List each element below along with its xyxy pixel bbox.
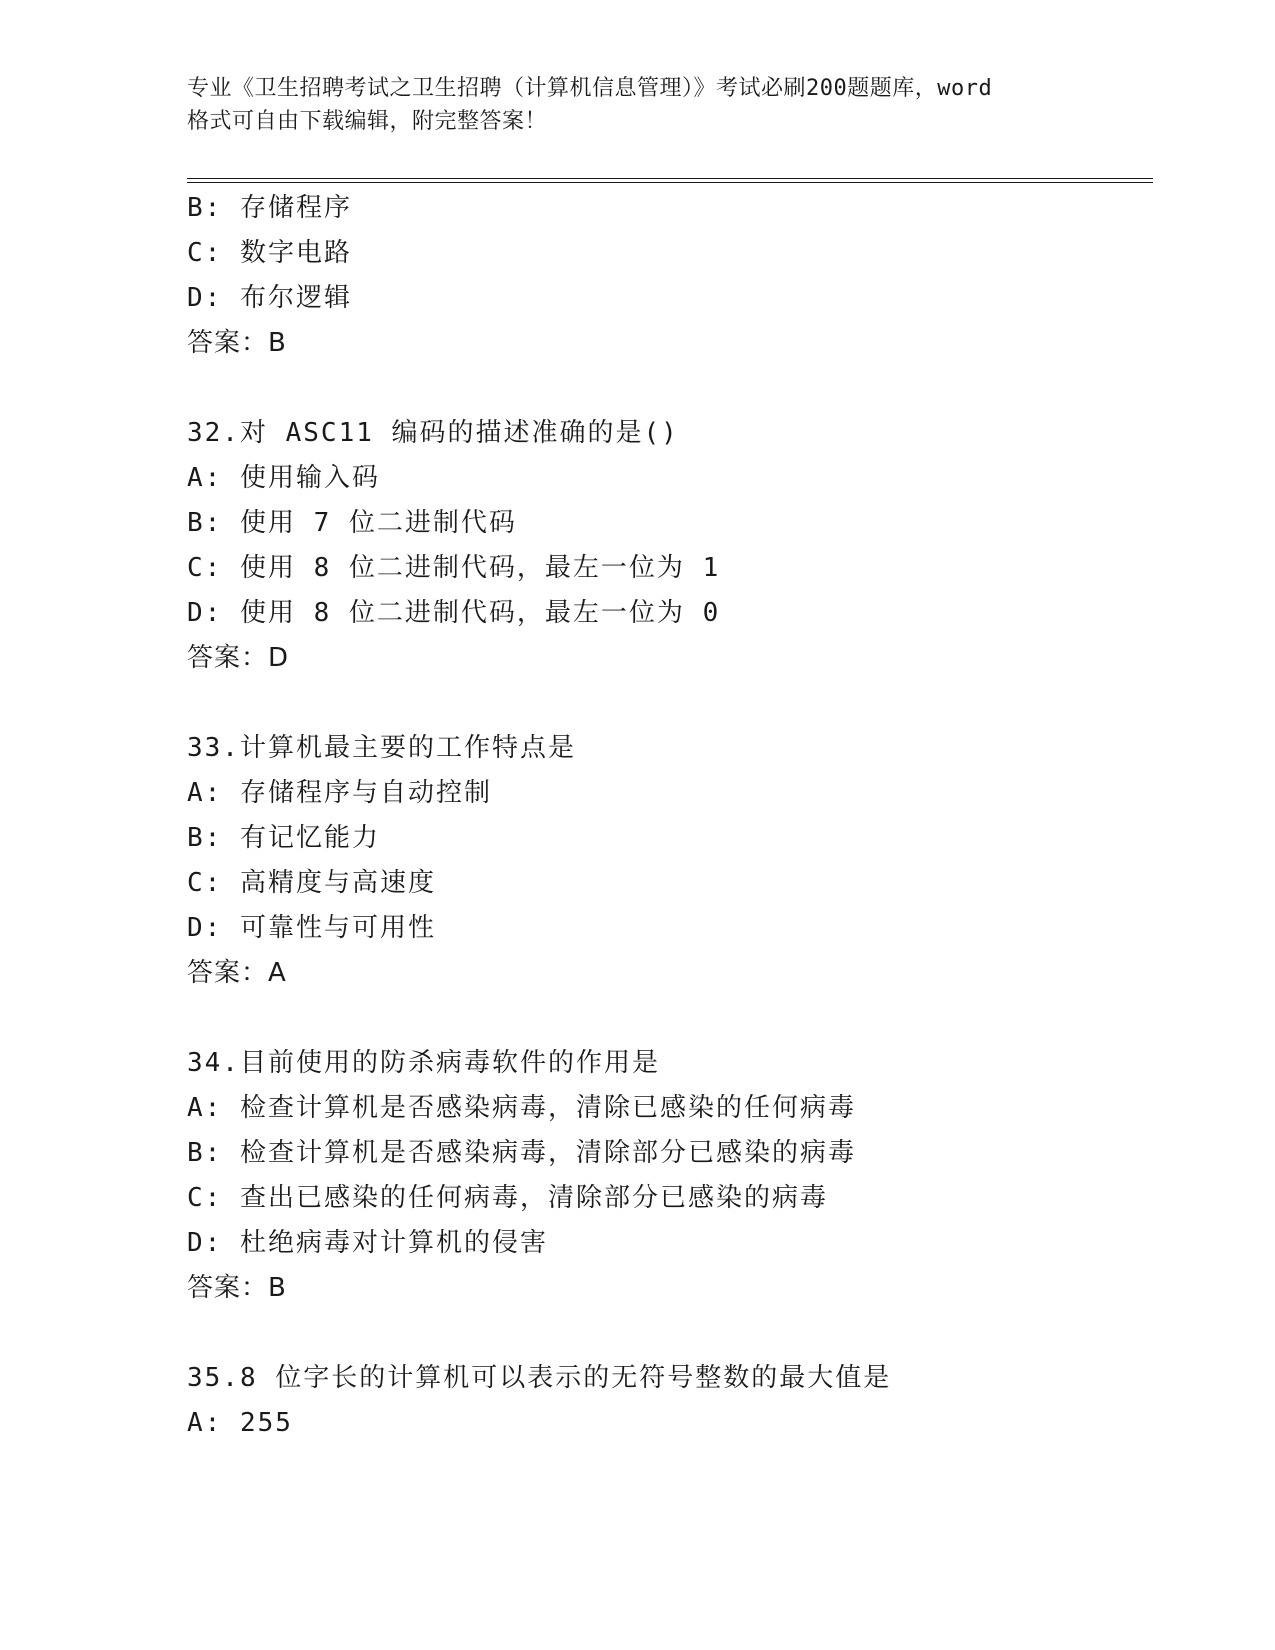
option-c: C: 数字电路 xyxy=(187,238,352,268)
option-b: B: 有记忆能力 xyxy=(187,823,380,853)
option-b: B: 检查计算机是否感染病毒，清除部分已感染的病毒 xyxy=(187,1138,856,1168)
option-a: A: 检查计算机是否感染病毒，清除已感染的任何病毒 xyxy=(187,1093,856,1123)
question-stem: 32.对 ASC11 编码的描述准确的是() xyxy=(187,418,679,448)
question-stem: 33.计算机最主要的工作特点是 xyxy=(187,733,576,763)
option-d: D: 布尔逻辑 xyxy=(187,283,352,313)
question-31-continued xyxy=(187,186,1153,366)
answer: 答案：B xyxy=(187,328,287,358)
question-stem: 34.目前使用的防杀病毒软件的作用是 xyxy=(187,1048,660,1078)
answer: 答案：D xyxy=(187,643,290,673)
header-divider-bottom xyxy=(187,182,1153,183)
option-a: A: 255 xyxy=(187,1408,293,1438)
answer: 答案：A xyxy=(187,958,287,988)
question-list xyxy=(187,186,1153,1446)
option-a: A: 存储程序与自动控制 xyxy=(187,778,492,808)
option-a: A: 使用输入码 xyxy=(187,463,380,493)
question-33 xyxy=(187,726,1153,996)
option-d: D: 使用 8 位二进制代码，最左一位为 0 xyxy=(187,598,721,628)
question-34 xyxy=(187,1041,1153,1311)
header-line-1: 专业《卫生招聘考试之卫生招聘（计算机信息管理）》考试必刷200题题库，word xyxy=(187,76,993,101)
header-divider-top xyxy=(187,178,1153,179)
option-c: C: 高精度与高速度 xyxy=(187,868,436,898)
document-header xyxy=(187,72,1087,138)
option-d: D: 杜绝病毒对计算机的侵害 xyxy=(187,1228,548,1258)
header-line-2: 格式可自由下载编辑，附完整答案！ xyxy=(187,109,548,134)
question-stem: 35.8 位字长的计算机可以表示的无符号整数的最大值是 xyxy=(187,1363,892,1393)
option-b: B: 存储程序 xyxy=(187,193,352,223)
question-35 xyxy=(187,1356,1153,1446)
option-d: D: 可靠性与可用性 xyxy=(187,913,436,943)
answer: 答案：B xyxy=(187,1273,287,1303)
option-b: B: 使用 7 位二进制代码 xyxy=(187,508,517,538)
option-c: C: 使用 8 位二进制代码，最左一位为 1 xyxy=(187,553,721,583)
option-c: C: 查出已感染的任何病毒，清除部分已感染的病毒 xyxy=(187,1183,828,1213)
question-32 xyxy=(187,411,1153,681)
